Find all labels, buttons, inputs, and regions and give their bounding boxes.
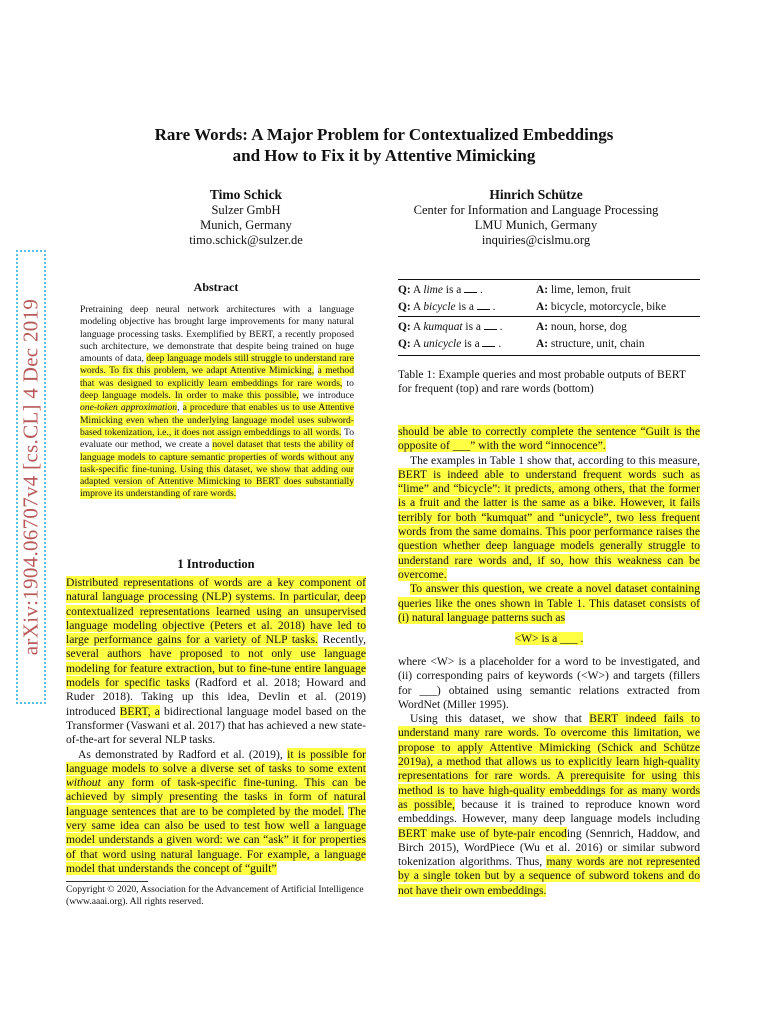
- abstract-body: [80, 304, 354, 501]
- text-run: bidirectional language model based on the Transformer (Vaswani et al. 2017) that has achieved a new state-of-the-art for several NLP tasks.: [66, 704, 367, 747]
- highlighted-text: Distributed representations of words are a key component of natural language processing (NLP) systems. In particular, deep contextualized representations learned using an unsupervised language modeling objective (Peters et al. 2018) have led to large performance gains for a variety of NLP tasks.: [66, 576, 366, 647]
- text-run: ing (Sennrich, Haddow, and Birch 2015), WordPiece (Wu et al. 2016) or similar subword tokenization algorithms. Thus,: [398, 826, 700, 869]
- arxiv-sidebar: [16, 250, 46, 704]
- author-email: inquiries@cislmu.org: [481, 233, 591, 247]
- query-cell: Q: A kumquat is a .: [398, 317, 536, 337]
- paper-title: [60, 124, 708, 166]
- highlighted-text: without: [66, 776, 101, 790]
- author-block-2: [386, 186, 686, 248]
- footnote-rule: [66, 881, 148, 882]
- highlighted-text: any form of task-specific fine-tuning. This can be achieved by simply presenting the tasks in form of natural language sentences that are to be completed by the model.: [66, 776, 366, 818]
- author-name: Hinrich Schütze: [489, 187, 583, 202]
- answer-cell: A: structure, unit, chain: [536, 336, 700, 356]
- author-city: LMU Munich, Germany: [474, 218, 598, 232]
- table-caption: Table 1: Example queries and most probable outputs of BERT for frequent (top) and rare words (bottom): [398, 368, 686, 396]
- highlighted-text: should be able to correctly complete the sentence “Guilt is the opposite of ___” with the word “innocence”.: [398, 425, 700, 453]
- example-table: [398, 279, 700, 356]
- highlighted-text: BERT is indeed able to understand frequent words such as “lime” and “bicycle”: it predicts, among others, that the former is a fruit and the latter is the same as a bike. However, it fails terribly for both “kumquat” and “unicycle”, two less frequent words from the same domains. This poor performance raises the question whether deep language models generally struggle to understand rare words and, if so, how this weakness can be overcome.: [398, 467, 700, 581]
- query-cell: Q: A unicycle is a .: [398, 336, 536, 356]
- highlighted-text: one-token approximation: [80, 402, 178, 414]
- paragraph: [66, 576, 366, 748]
- abstract-heading: Abstract: [193, 280, 239, 294]
- highlighted-text: deep language models still struggle to understand rare words. To fix this problem, we adapt Attentive Mimicking,: [80, 353, 354, 377]
- text-run: The examples in Table 1 show that, according to this measure,: [410, 453, 700, 467]
- text-run: (Radford et al. 2018; Howard and Ruder 2018). Taking up this idea, Devlin et al. (2019) introduced: [66, 676, 366, 718]
- paragraph: [398, 425, 700, 454]
- paragraph: [66, 748, 366, 877]
- author-name: Timo Schick: [209, 187, 283, 202]
- text-run: As demonstrated by Radford et al. (2019),: [78, 747, 288, 761]
- highlighted-text: BERT indeed fails to understand many rare words. To overcome this limitation, we propose to apply Attentive Mimicking (Schick and Schütze 2019a), a method that allows us to explicitly learn high-quality representations for rare words. A prerequisite for using this method is to have high-quality embeddings for as many words as possible,: [398, 712, 700, 811]
- author-affiliation: Center for Information and Language Processing: [413, 203, 659, 217]
- answer-cell: A: bicycle, motorcycle, bike: [536, 301, 667, 313]
- paragraph: [398, 712, 700, 898]
- text-run: Using this dataset, we show that: [410, 712, 590, 726]
- table-row: [398, 299, 700, 317]
- right-column-text-1: [398, 425, 700, 625]
- text-run: where <W> is a placeholder for a word to be investigated, and (ii) corresponding pairs of keywords (<W>) and targets (fillers for ___) obtained using semantic relations extracted from WordNet (Miller 1995).: [398, 655, 700, 711]
- answer-cell: A: noun, horse, dog: [536, 317, 700, 337]
- highlighted-text: deep language models. In order to make this possible,: [80, 390, 299, 402]
- highlighted-text: The very same idea can also be used to test how well a language model understands a given word: we can “ask” it for properties of that word using natural language. For example, a language model that understands the concept of “guilt”: [66, 804, 366, 875]
- highlighted-text: novel dataset that tests the ability of language models to capture semantic properties of words without any task-specific fine-tuning. Using this dataset, we show that adding our adapted version of Attentive Mimicking to BERT does substantially improve its understanding of rare words.: [80, 439, 355, 500]
- highlighted-text: BERT, a: [119, 704, 160, 718]
- text-run: because it is trained to reproduce known word embeddings. However, many deep language models including: [398, 797, 700, 826]
- pattern-example: [398, 632, 700, 646]
- title-line-2: and How to Fix it by Attentive Mimicking: [232, 146, 536, 165]
- pattern-text: <W> is a ___ .: [514, 632, 584, 645]
- query-cell: Q: A bicycle is a .: [398, 301, 496, 313]
- highlighted-text: a method that was designed to explicitly learn embeddings for rare words,: [80, 365, 354, 389]
- highlighted-text: it is possible for language models to solve a diverse set of tasks to some extent: [66, 747, 366, 775]
- author-city: Munich, Germany: [200, 218, 292, 232]
- copyright-notice: Copyright © 2020, Association for the Advancement of Artificial Intelligence (www.aaai.org). All rights reserved.: [66, 884, 364, 907]
- text-run: Recently,: [317, 633, 366, 647]
- paragraph: [398, 454, 700, 583]
- section-heading: 1 Introduction: [177, 557, 255, 571]
- text-run: ,: [177, 402, 183, 414]
- paragraph: [398, 582, 700, 625]
- answer-cell: A: lime, lemon, fruit: [536, 280, 700, 300]
- query-cell: Q: A lime is a .: [398, 280, 536, 300]
- table-row: [398, 317, 700, 337]
- arxiv-identifier: arXiv:1904.06707v4 [cs.CL] 4 Dec 2019: [18, 298, 43, 656]
- left-column-text: [66, 576, 366, 876]
- author-block-1: [166, 186, 326, 248]
- highlighted-text: many words are not represented by a single token but by a sequence of subword tokens and do not have their own embeddings.: [398, 855, 700, 897]
- author-email: timo.schick@sulzer.de: [189, 233, 303, 247]
- table-row: [398, 336, 700, 356]
- table-row: [398, 280, 700, 300]
- highlighted-text: To answer this question, we create a novel dataset containing queries like the ones shown in Table 1. This dataset consists of (i) natural language patterns such as: [398, 582, 700, 624]
- title-line-1: Rare Words: A Major Problem for Contextualized Embeddings: [154, 125, 614, 144]
- text-run: To evaluate our method, we create a: [80, 426, 354, 451]
- highlighted-text: a procedure that enables us to use Attentive Mimicking even when the underlying language model uses subword-based tokenization, i.e., it does not assign embeddings to all words.: [80, 402, 354, 438]
- paragraph: [398, 655, 700, 712]
- text-run: to: [342, 377, 354, 389]
- highlighted-text: BERT make use of byte-pair encod: [398, 826, 567, 840]
- author-affiliation: Sulzer GmbH: [211, 203, 281, 217]
- highlighted-text: several authors have proposed to not only use language modeling for feature extraction, but to fine-tune entire language models for specific tasks: [66, 647, 366, 690]
- right-column-text-2: [398, 655, 700, 898]
- text-run: Pretraining deep neural network architectures with a language modeling objective has brought large improvements for many natural language processing tasks. Exemplified by BERT, a recently proposed such architecture, we demonstrate that despite being trained on huge amounts of data,: [80, 304, 354, 365]
- text-run: we introduce: [298, 390, 354, 402]
